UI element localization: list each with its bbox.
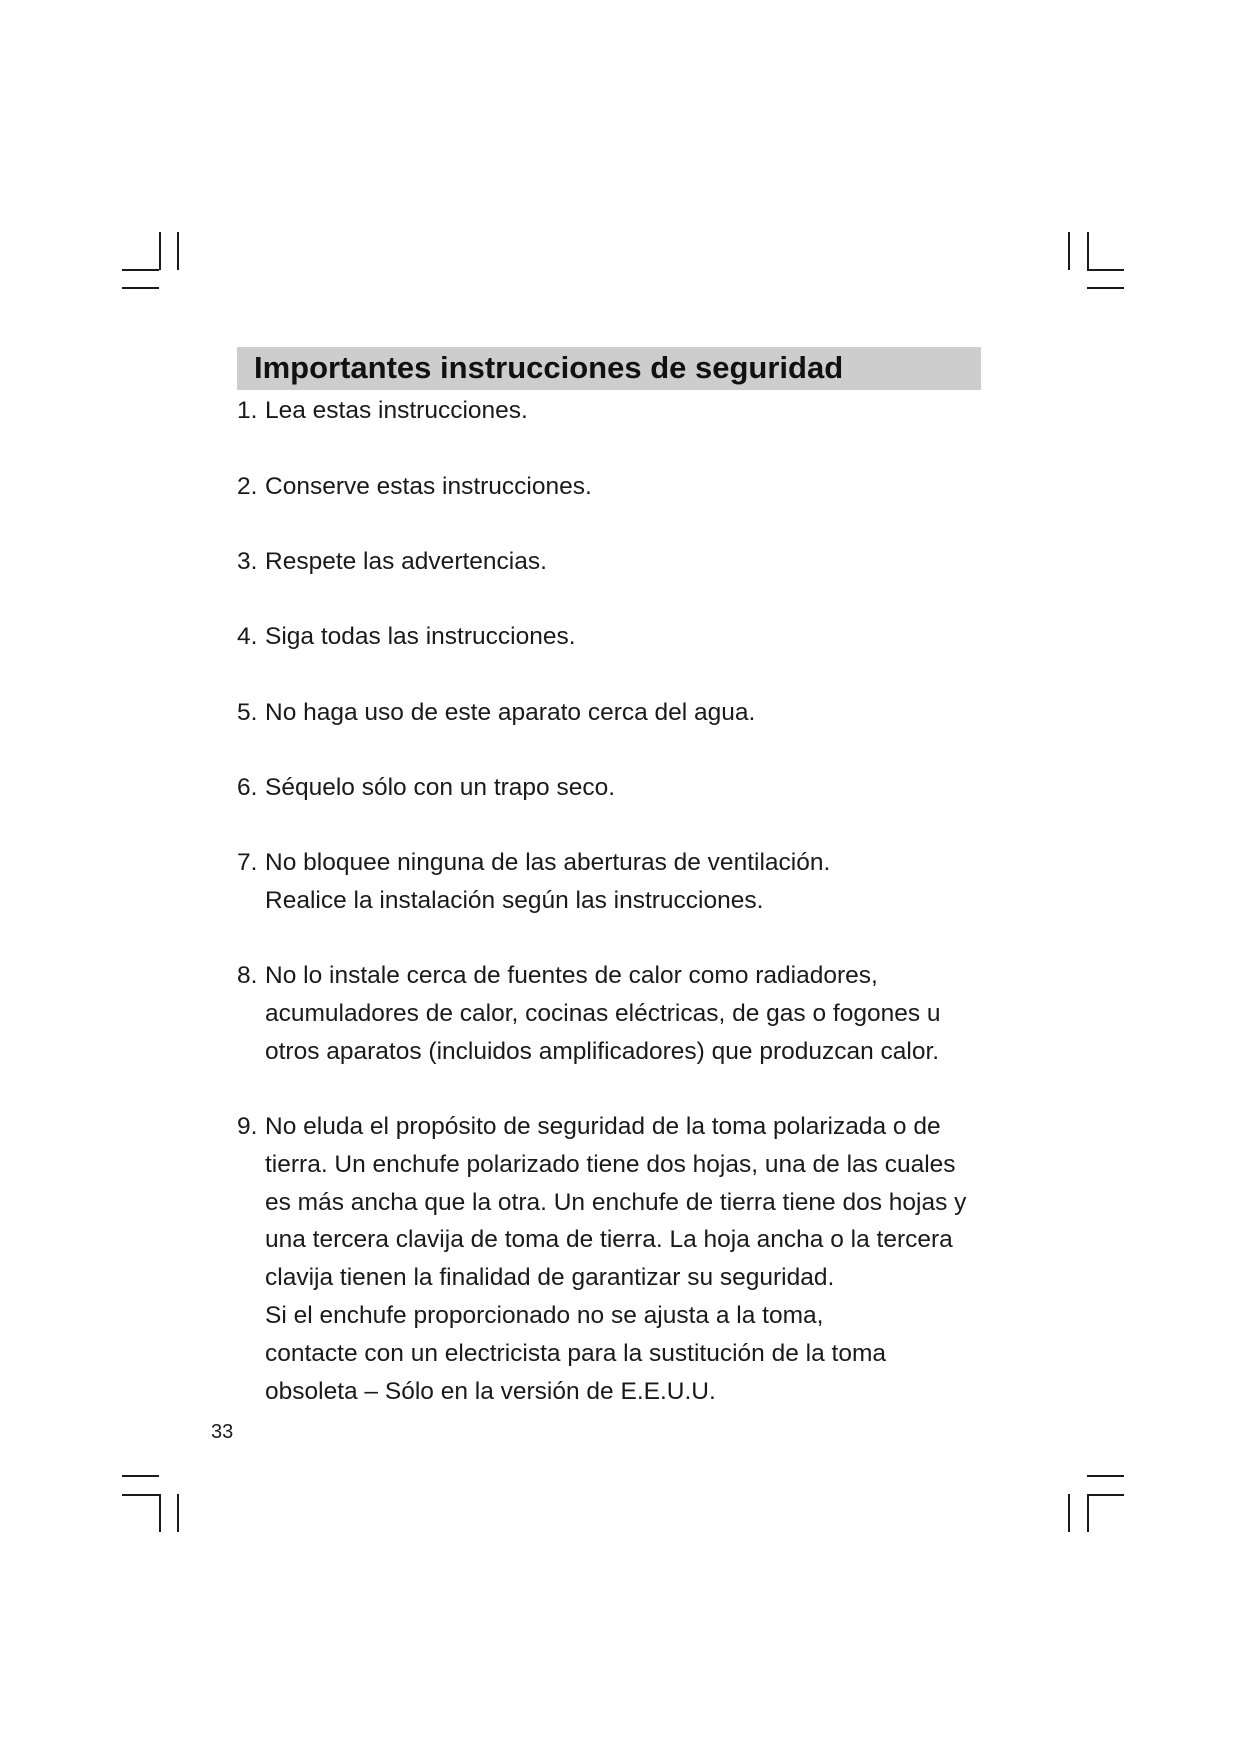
list-item-1 [237,392,528,430]
page-number: 33 [211,1421,234,1443]
item-line: otros aparatos (incluidos amplificadores) que produzcan calor. [265,1037,940,1065]
item-line: No bloquee ninguna de las aberturas de ventilación. [265,849,831,876]
crop-mark-bottom-right-h2 [1087,1494,1124,1496]
crop-mark-bottom-left-h1 [122,1475,159,1477]
crop-mark-top-left-h2 [122,287,159,289]
item-line: tierra. Un enchufe polarizado tiene dos hojas, una de las cuales [265,1150,956,1178]
item-line: Si el enchufe proporcionado no se ajusta a la toma, [265,1301,824,1329]
item-line: Respete las advertencias. [265,548,547,575]
item-number: 3. [237,548,258,575]
item-line: clavija tienen la finalidad de garantizar su seguridad. [265,1264,835,1292]
item-line: contacte con un electricista para la sustitución de la toma [265,1339,887,1367]
crop-mark-bottom-left-h2 [122,1494,159,1496]
crop-mark-bottom-left-v1 [159,1494,161,1532]
item-line: No eluda el propósito de seguridad de la toma polarizada o de [265,1113,941,1140]
item-line: es más ancha que la otra. Un enchufe de tierra tiene dos hojas y [265,1188,967,1216]
item-line: acumuladores de calor, cocinas eléctricas, de gas o fogones u [265,999,941,1027]
list-item-8 [237,957,941,1070]
list-item-3 [237,543,547,581]
crop-mark-top-right-v2 [1087,232,1089,270]
crop-mark-top-right-v1 [1068,232,1070,270]
item-number: 4. [237,623,258,650]
crop-mark-top-left-h1 [122,269,159,271]
item-line: Lea estas instrucciones. [265,397,528,424]
item-line: Realice la instalación según las instrucciones. [265,886,764,914]
crop-mark-top-left-v1 [159,232,161,270]
item-number: 5. [237,699,258,726]
item-line: una tercera clavija de toma de tierra. La hoja ancha o la tercera [265,1226,953,1254]
list-item-4 [237,618,576,656]
item-line: Séquelo sólo con un trapo seco. [265,774,616,801]
crop-mark-top-right-h2 [1087,287,1124,289]
item-line: Conserve estas instrucciones. [265,473,592,500]
crop-mark-top-left-v2 [177,232,179,270]
item-number: 1. [237,397,258,424]
list-item-7 [237,844,830,920]
crop-mark-top-right-h1 [1087,269,1124,271]
item-number: 7. [237,849,258,876]
list-item-9 [237,1108,966,1410]
item-line: No lo instale cerca de fuentes de calor como radiadores, [265,962,878,989]
page-heading: Importantes instrucciones de seguridad [254,350,844,385]
list-item-5 [237,694,755,732]
item-number: 9. [237,1113,258,1140]
crop-mark-bottom-right-v1 [1068,1494,1070,1532]
item-number: 8. [237,962,258,989]
item-line: obsoleta – Sólo en la versión de E.E.U.U. [265,1377,716,1405]
item-number: 2. [237,473,258,500]
list-item-2 [237,468,592,506]
item-line: Siga todas las instrucciones. [265,623,576,650]
list-item-6 [237,769,615,807]
item-line: No haga uso de este aparato cerca del agua. [265,699,756,726]
crop-mark-bottom-left-v2 [177,1494,179,1532]
crop-mark-bottom-right-h1 [1087,1475,1124,1477]
crop-mark-bottom-right-v2 [1087,1494,1089,1532]
item-number: 6. [237,774,258,801]
